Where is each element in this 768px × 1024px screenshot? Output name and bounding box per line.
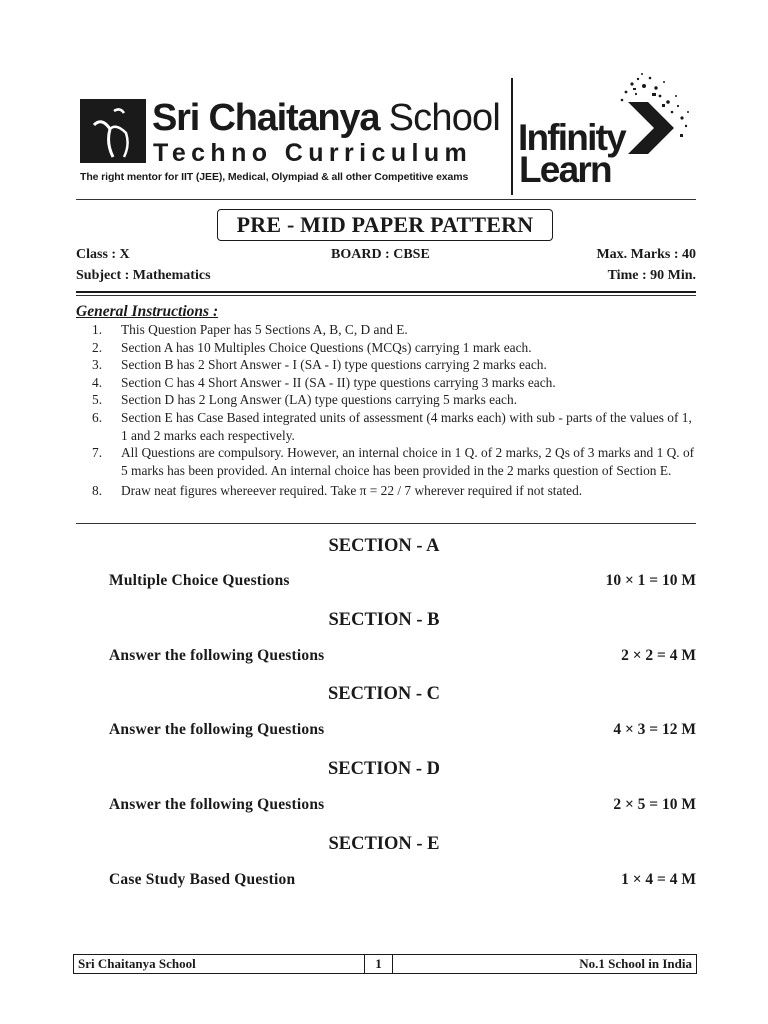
item-text: Section B has 2 Short Answer - I (SA - I) type questions carrying 2 marks each. [121,357,547,373]
instructions-list [92,321,700,500]
class-label: Class : X [76,247,130,262]
school-logo-icon [80,99,146,163]
list-item [92,482,700,500]
item-text: Section D has 2 Long Answer (LA) type questions carrying 5 marks each. [121,392,518,408]
item-text: Draw neat figures whereever required. Take π = 22 / 7 wherever required if not stated. [121,483,583,499]
section-a-label: Multiple Choice Questions [109,572,290,589]
time-label: Time : 90 Min. [607,268,696,283]
item-number: 3. [92,357,103,373]
item-number: 7. [92,445,103,461]
section-c-label: Answer the following Questions [109,721,325,738]
item-number: 8. [92,483,103,499]
section-a-heading: SECTION - A [328,536,440,556]
item-number: 6. [92,409,103,425]
item-text: This Question Paper has 5 Sections A, B, C, D and E. [121,322,408,337]
item-text: All Questions are compulsory. However, an internal choice in 1 Q. of 2 marks, 2 Qs of 3 marks and 1 Q. of 5 marks has been provided. An internal choice has been provided in the 2 marks question of Section E. [121,445,695,478]
section-c-row [109,720,696,740]
meta-rule-bottom [76,295,696,296]
section-a-row [109,571,696,591]
header-rule [76,199,696,200]
section-a-marks: 10 × 1 = 10 M [605,572,696,589]
item-number: 2. [92,339,103,355]
section-d-row [109,795,696,815]
list-item [92,444,700,479]
section-d-marks: 2 × 5 = 10 M [613,796,696,813]
section-e-label: Case Study Based Question [109,871,296,888]
section-e-heading: SECTION - E [328,834,440,854]
instructions-rule [76,523,696,524]
section-b-row [109,646,696,666]
instructions-heading: General Instructions : [76,303,219,320]
list-item [92,339,700,357]
section-e-row [109,870,696,890]
school-tagline: The right mentor for IIT (JEE), Medical, Olympiad & all other Competitive exams [80,171,469,183]
page-number: 1 [365,955,393,973]
paper-title: PRE - MID PAPER PATTERN [217,209,553,241]
item-text: Section C has 4 Short Answer - II (SA - II) type questions carrying 3 marks each. [121,374,556,390]
footer-school-name: Sri Chaitanya School [74,955,365,973]
list-item [92,321,700,339]
curriculum-title: Techno Curriculum [153,139,473,167]
header-divider [511,78,513,195]
subject-label: Subject : Mathematics [76,268,211,283]
brand-name-line1: Infinity [518,117,625,158]
footer-slogan: No.1 School in India [579,956,692,971]
item-number: 4. [92,374,103,390]
meta-rule-top [76,291,696,293]
section-c-marks: 4 × 3 = 12 M [613,721,696,738]
brand-name-line2: Learn [519,149,611,190]
page-footer [73,954,697,974]
brand-arrow-icon [598,68,694,169]
item-number: 1. [92,322,103,337]
list-item [92,391,700,409]
section-b-heading: SECTION - B [328,610,440,630]
section-d-label: Answer the following Questions [109,796,325,813]
list-item [92,374,700,392]
section-e-marks: 1 × 4 = 4 M [621,871,696,888]
item-number: 5. [92,392,103,408]
section-b-label: Answer the following Questions [109,647,325,664]
list-item [92,356,700,374]
section-b-marks: 2 × 2 = 4 M [621,647,696,664]
item-text: Section A has 10 Multiples Choice Questions (MCQs) carrying 1 mark each. [121,339,532,355]
school-name: Sri Chaitanya School [152,97,501,139]
board-label: BOARD : CBSE [331,247,430,262]
max-marks-label: Max. Marks : 40 [596,247,696,262]
section-d-heading: SECTION - D [327,759,441,779]
item-text: Section E has Case Based integrated units of assessment (4 marks each) with sub - parts of the values of 1, 1 and 2 marks each respectively. [121,409,692,443]
section-c-heading: SECTION - C [327,684,441,704]
list-item [92,409,700,444]
